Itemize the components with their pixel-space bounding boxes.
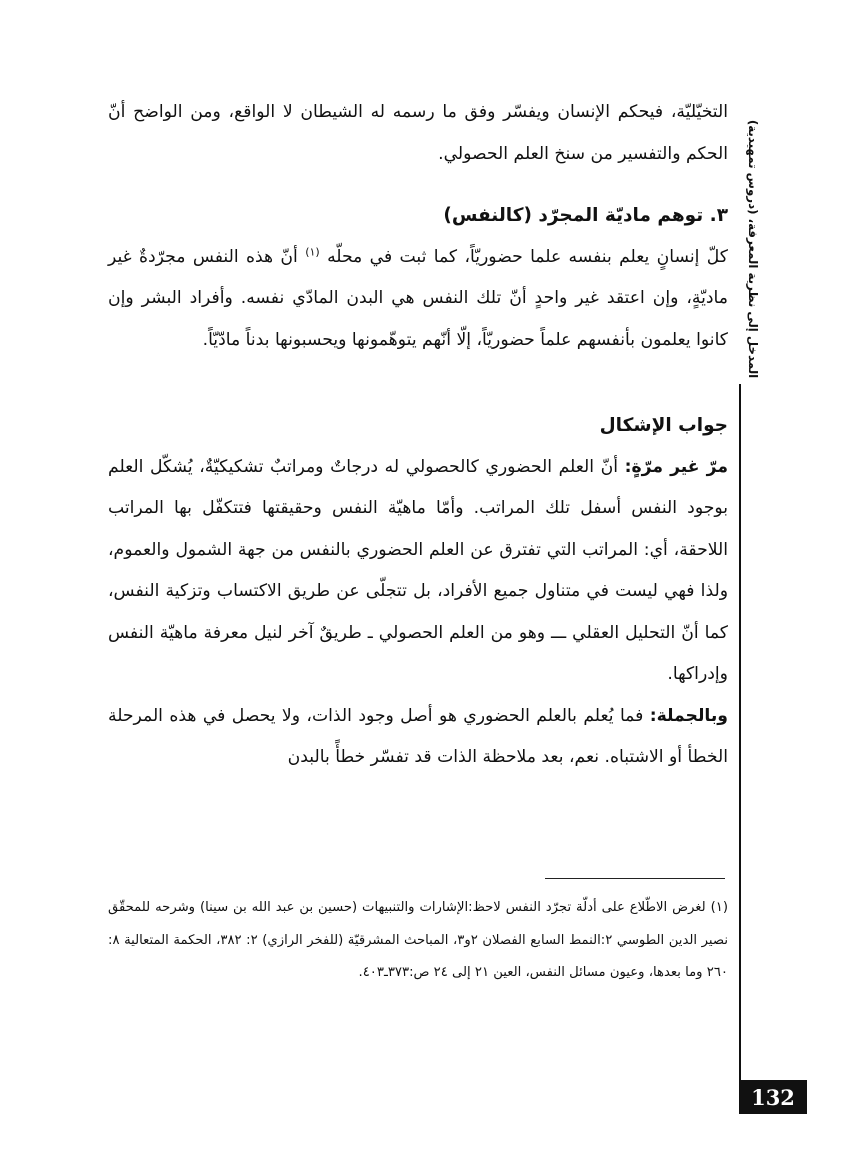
margin-rule	[739, 384, 741, 1080]
paragraph-2-rest: أنّ هذه النفس مجرّدةٌ غير ماديّةٍ، وإن اعتقد غير واحدٍ أنّ تلك النفس هي البدن المادّي نفسه. وأفراد البشر وإن كانوا يعلمون بأنفسهم علماً حضوريّاً، إلّا أنّهم يتوهّمونها ويحسبونها بدناً مادّيّاً.	[108, 246, 728, 350]
answer-heading: جواب الإشكال	[599, 415, 728, 436]
paragraph-4	[108, 696, 728, 779]
spacer	[108, 175, 728, 195]
paragraph-2-start: كلّ إنسانٍ يعلم بنفسه علما حضوريّاً، كما ثبت في محلّه	[327, 246, 728, 267]
page-number: 132	[739, 1080, 807, 1114]
paragraph-4-lead: وبالجملة:	[649, 705, 728, 726]
footnote-reference[interactable]: (١)	[305, 244, 320, 258]
main-text	[108, 92, 728, 779]
paragraph-3-text: أنّ العلم الحضوري كالحصولي له درجاتٌ ومراتبٌ تشكيكيّةٌ، يُشكّل العلم بوجود النفس أسفل تلك المراتب. وأمّا ماهيّة النفس وحقيقتها فتتكفّل بها المراتب اللاحقة، أي: المراتب التي تفترق عن العلم الحضوري بالنفس من جهة الشمول والعموم، ولذا فهي ليست في متناول جميع الأفراد، بل تتجلّى عن طريق الاكتساب وتزكية النفس، كما أنّ التحليل العقلي ـــ وهو من العلم الحصولي ـ طريقٌ آخر لنيل معرفة ماهيّة النفس وإدراكها.	[108, 456, 728, 684]
section-heading: ٣. توهم ماديّة المجرّد (كالنفس)	[443, 205, 728, 226]
running-head-text: المدخل إلى نظرية المعرفة، (دروس تمهيدية)	[746, 119, 760, 379]
footnotes	[108, 892, 728, 990]
paragraph-4-text: فما يُعلم بالعلم الحضوري هو أصل وجود الذات، ولا يحصل في هذه المرحلة الخطأ أو الاشتباه. نعم، بعد ملاحظة الذات قد تفسّر خطأً بالبدن	[108, 705, 728, 767]
paragraph-2	[108, 237, 728, 362]
paragraph-1: التخيّليّة، فيحكم الإنسان ويفسّر وفق ما رسمه له الشيطان لا الواقع، ومن الواضح أنّ الحكم والتفسير من سنخ العلم الحصولي.	[108, 102, 728, 164]
spacer	[108, 361, 728, 405]
footnote-1: (١) لغرض الاطّلاع على أدلّة تجرّد النفس لاحظ:الإشارات والتنبيهات (حسين بن عبد الله بن سينا) وشرحه للمحقّق نصير الدين الطوسي ٢:النمط السابع الفصلان ٢و٣، المباحث المشرقيّة (للفخر الرازي) ٢: ٣٨٢، الحكمة المتعالية ٨: ٢٦٠ وما بعدها، وعيون مسائل النفس، العين ٢١ إلى ٢٤ ص:٣٧٣ـ٤٠٣.	[108, 900, 728, 980]
paragraph-3	[108, 447, 728, 696]
footnote-separator	[545, 878, 725, 879]
running-head	[732, 118, 774, 380]
paragraph-3-lead: مرّ غير مرّةٍ:	[624, 456, 728, 477]
